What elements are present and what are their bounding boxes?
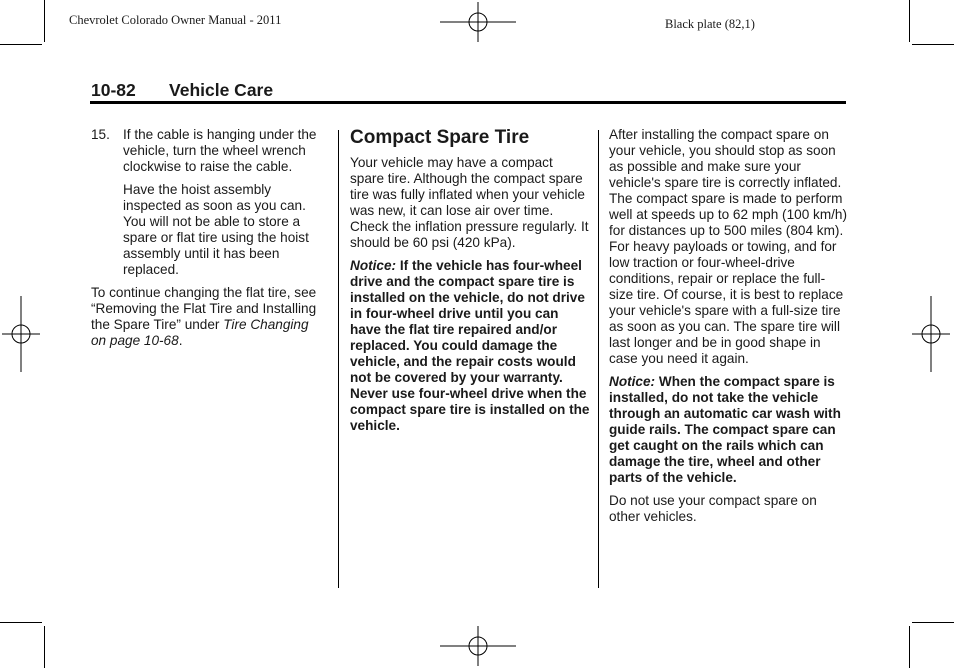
column-2 (350, 127, 590, 441)
crop-mark (0, 44, 42, 45)
notice-paragraph (350, 258, 590, 434)
spare-usage-paragraph: After installing the compact spare on your vehicle, you should stop as soon as possible and make sure your vehicle's spare tire is correctly inflated. The compact spare is made to perform well at speeds up to 62 mph (100 km/h) for distances up to 500 miles (804 km). For heavy payloads or towing, and for low traction or four-wheel-drive conditions, repair or replace the full-size tire. Of course, it is best to replace your vehicle's spare with a full-size tire as soon as you can. The spare tire will last longer and be in good shape in case you need it again. (609, 127, 848, 366)
crop-mark (0, 622, 42, 623)
list-item (91, 127, 327, 175)
page-number: 10-82 (91, 80, 136, 100)
notice-text: If the vehicle has four-wheel drive and the compact spare tire is installed on the vehicle, do not drive in four-wheel drive until you can have the flat tire repaired and/or replaced. You could damage the vehicle, and the repair costs would not be covered by your warranty. Never use four-wheel drive when the compact spare tire is installed on the vehicle. (350, 258, 590, 433)
plate-label: Black plate (82,1) (665, 17, 755, 31)
column-divider (338, 130, 339, 588)
item-followup: Have the hoist assembly inspected as soon as you can. You will not be able to store a spare or flat tire using the hoist assembly until it has been replaced. (123, 182, 309, 277)
column-1 (91, 127, 327, 356)
crop-mark (44, 626, 45, 668)
crop-mark (909, 0, 910, 42)
continue-text: To continue changing the flat tire, see “Removing the Flat Tire and Installing the Spare Tire” under (91, 285, 317, 332)
intro-paragraph: Your vehicle may have a compact spare tire. Although the compact spare tire was fully inflated when your vehicle was new, it can lose air over time. Check the inflation pressure regularly. It should be 60 psi (420 kPa). (350, 155, 589, 250)
cross-reference-link[interactable]: Tire Changing on page 10-68 (91, 317, 309, 348)
item-text: If the cable is hanging under the vehicle, turn the wheel wrench clockwise to raise the cable. (123, 127, 317, 174)
section-heading: Compact Spare Tire (350, 127, 530, 148)
registration-mark-right (912, 296, 950, 372)
column-divider (598, 130, 599, 588)
notice-text: When the compact spare is installed, do not take the vehicle through an automatic car wash with guide rails. The compact spare can get caught on the rails which can damage the tire, wheel and other parts of the vehicle. (609, 374, 841, 485)
crop-mark (912, 622, 954, 623)
column-3 (609, 127, 849, 532)
crop-mark (909, 626, 910, 668)
registration-mark-left (2, 296, 40, 372)
item-number: 15. (91, 127, 110, 142)
registration-mark-top (440, 2, 516, 42)
manual-title: Chevrolet Colorado Owner Manual - 2011 (69, 13, 282, 27)
header-rule (90, 101, 846, 104)
notice-label: Notice: (609, 374, 656, 389)
section-header (91, 80, 273, 101)
continue-paragraph (91, 285, 327, 349)
crop-mark (44, 0, 45, 42)
registration-mark-bottom (440, 626, 516, 666)
section-title: Vehicle Care (169, 80, 274, 100)
notice-label: Notice: (350, 258, 397, 273)
notice-paragraph (609, 374, 849, 486)
continue-end: . (178, 333, 183, 348)
closing-paragraph: Do not use your compact spare on other vehicles. (609, 493, 817, 524)
crop-mark (912, 44, 954, 45)
